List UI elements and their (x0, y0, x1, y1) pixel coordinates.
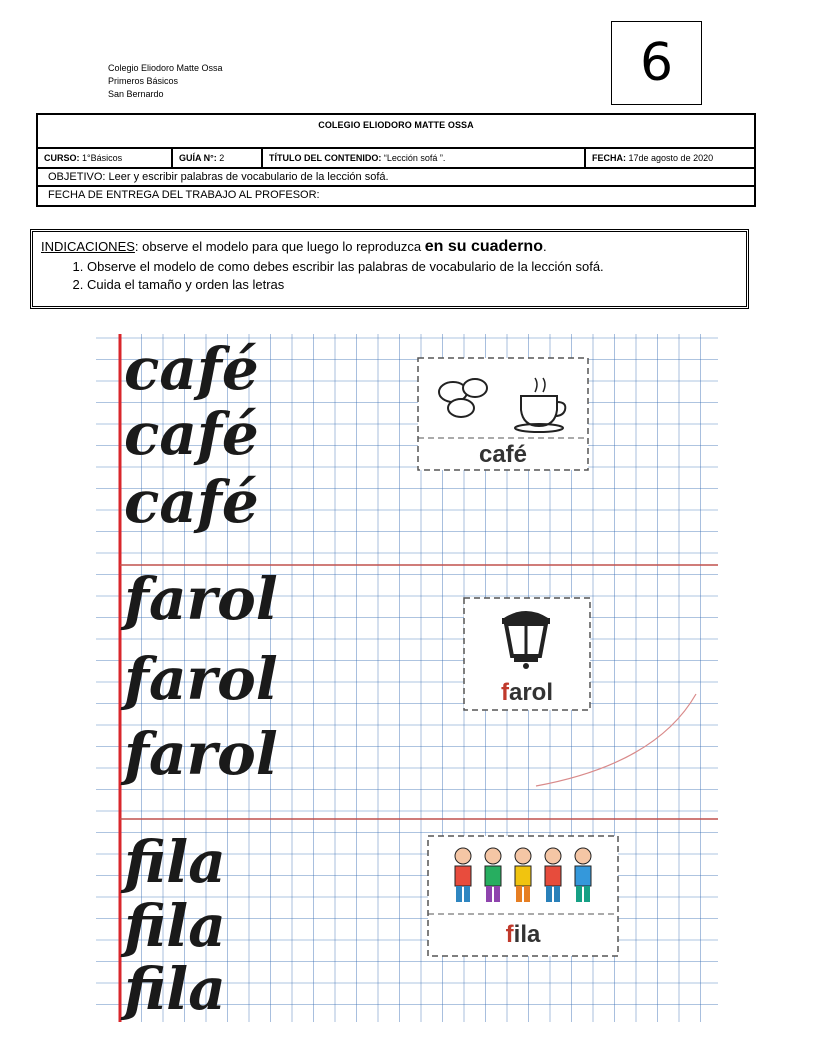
cursive-word-farol: farol (124, 565, 278, 633)
notebook-worksheet (96, 334, 718, 1022)
cursive-word-fila: fila (124, 955, 226, 1022)
instructions-emphasis: en su cuaderno (424, 238, 543, 255)
page-number: 6 (639, 33, 674, 93)
card-cafe (418, 358, 588, 470)
guia-cell (173, 149, 263, 167)
fecha-cell (586, 149, 754, 167)
card-word-fila: fila (505, 921, 541, 948)
page-number-box (611, 21, 702, 105)
instructions-text: : observe el modelo para que luego lo reproduzca (134, 239, 425, 254)
fecha-value: 17de agosto de 2020 (628, 153, 714, 163)
titulo-label: TÍTULO DEL CONTENIDO: (269, 153, 382, 163)
school-name: Colegio Eliodoro Matte Ossa (108, 63, 223, 73)
instructions-list (41, 258, 738, 294)
cursive-word-farol: farol (124, 720, 278, 788)
heading-rest: NDICACIONES (44, 239, 135, 254)
card-word-cafe: café (478, 441, 528, 468)
header-table (36, 113, 756, 207)
card-word-farol: farol (500, 679, 554, 706)
card-farol (464, 598, 590, 710)
cursive-word-farol: farol (124, 645, 278, 713)
titulo-value: “Lección sofá ”. (383, 153, 446, 163)
guia-label: GUÍA N°: (179, 153, 217, 163)
instruction-item: 2. Cuida el tamaño y orden las letras (87, 276, 738, 294)
curso-value: 1°Básicos (82, 153, 123, 163)
header-title: COLEGIO ELIODORO MATTE OSSA (38, 115, 754, 149)
cursive-word-fila: fila (124, 892, 226, 960)
school-level: Primeros Básicos (108, 76, 179, 86)
heading-first-letter: I (41, 239, 45, 254)
entrega-cell (38, 187, 320, 205)
instruction-item: 1. Observe el modelo de como debes escribir las palabras de vocabulario de la lección sofá. (87, 258, 738, 276)
cursive-word-cafe: café (124, 400, 259, 468)
entrega-label: FECHA DE ENTREGA DEL TRABAJO AL PROFESOR: (48, 189, 320, 201)
curso-cell (38, 149, 173, 167)
header-row-objetivo (38, 169, 754, 187)
header-row-info (38, 149, 754, 169)
school-info (108, 62, 223, 101)
objetivo-label: OBJETIVO: (48, 171, 106, 183)
cursive-word-cafe: café (124, 468, 259, 536)
instructions-lead (41, 238, 738, 256)
curso-label: CURSO: (44, 153, 80, 163)
card-fila (428, 836, 618, 956)
guia-value: 2 (219, 153, 225, 163)
school-city: San Bernardo (108, 89, 164, 99)
notebook-grid-image (96, 334, 718, 1022)
cursive-word-fila: fila (124, 828, 226, 896)
objetivo-value: Leer y escribir palabras de vocabulario de la lección sofá. (108, 171, 389, 183)
instructions-box (30, 229, 749, 309)
cursive-word-cafe: café (124, 335, 259, 403)
fecha-label: FECHA: (592, 153, 626, 163)
titulo-cell (263, 149, 586, 167)
objetivo-cell (38, 169, 389, 185)
instructions-end: . (542, 239, 547, 254)
instructions-heading (41, 239, 135, 254)
header-row-entrega (38, 187, 754, 205)
